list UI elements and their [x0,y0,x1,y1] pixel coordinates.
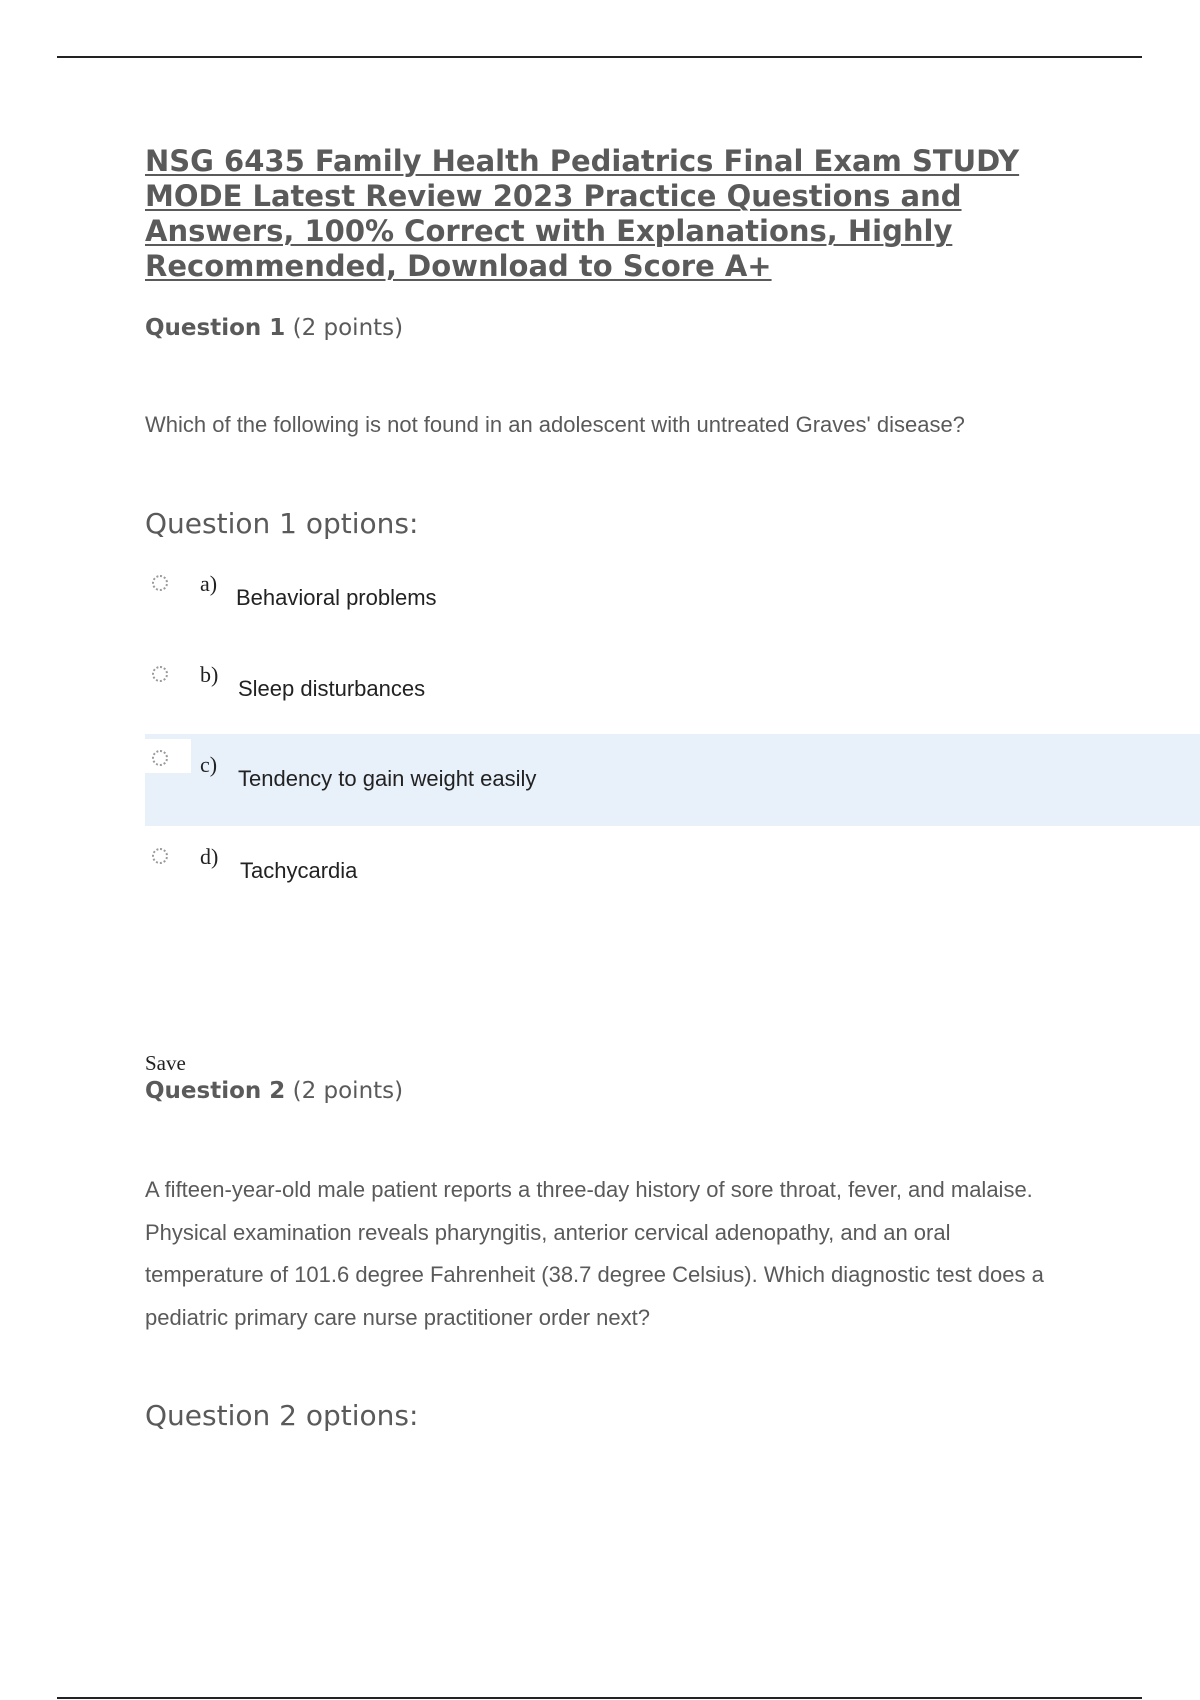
bottom-rule [57,1697,1142,1699]
option-text[interactable]: Tachycardia [240,858,358,883]
question-1-option-d[interactable] [145,834,1200,924]
option-text[interactable]: Tendency to gain weight easily [238,766,537,791]
question-2-points: (2 points) [292,1078,404,1104]
radio-button-icon[interactable] [152,750,168,766]
question-2-options-label: Question 2 options: [145,1399,419,1432]
radio-button-icon[interactable] [152,848,168,864]
radio-button-icon[interactable] [152,666,168,682]
question-2-label: Question 2 [145,1078,286,1104]
option-text[interactable]: Sleep disturbances [238,676,426,701]
save-button[interactable]: Save [145,1051,186,1075]
question-1-heading [145,314,403,342]
question-1-text: Which of the following is not found in an adolescent with untreated Graves' disease? [145,412,965,437]
document-title: NSG 6435 Family Health Pediatrics Final Exam STUDY MODE Latest Review 2023 Practice Questions and Answers, 100% Correct with Explanations, Highly Recommended, Download to Score A+ [145,144,1020,283]
question-1-points: (2 points) [292,315,404,341]
question-2-heading [145,1077,403,1105]
option-letter: a) [200,571,218,596]
question-2-text: A fifteen-year-old male patient reports a three-day history of sore throat, fever, and malaise. Physical examination reveals pharyngitis, anterior cervical adenopathy, and an oral temperature of 101.6 degree Fahrenheit (38.7 degree Celsius). Which diagnostic test does a pediatric primary care nurse practitioner order next? [145,1177,1044,1330]
question-1-label: Question 1 [145,315,286,341]
option-letter: d) [200,844,219,869]
question-1-option-b[interactable] [145,652,1200,742]
question-1-option-c[interactable] [145,734,1200,826]
top-rule [57,56,1142,58]
option-letter: b) [200,662,219,687]
option-letter: c) [200,752,218,777]
radio-button-icon[interactable] [152,575,168,591]
option-text[interactable]: Behavioral problems [236,585,437,610]
question-1-option-a[interactable] [145,561,1200,651]
question-1-options-label: Question 1 options: [145,507,419,540]
